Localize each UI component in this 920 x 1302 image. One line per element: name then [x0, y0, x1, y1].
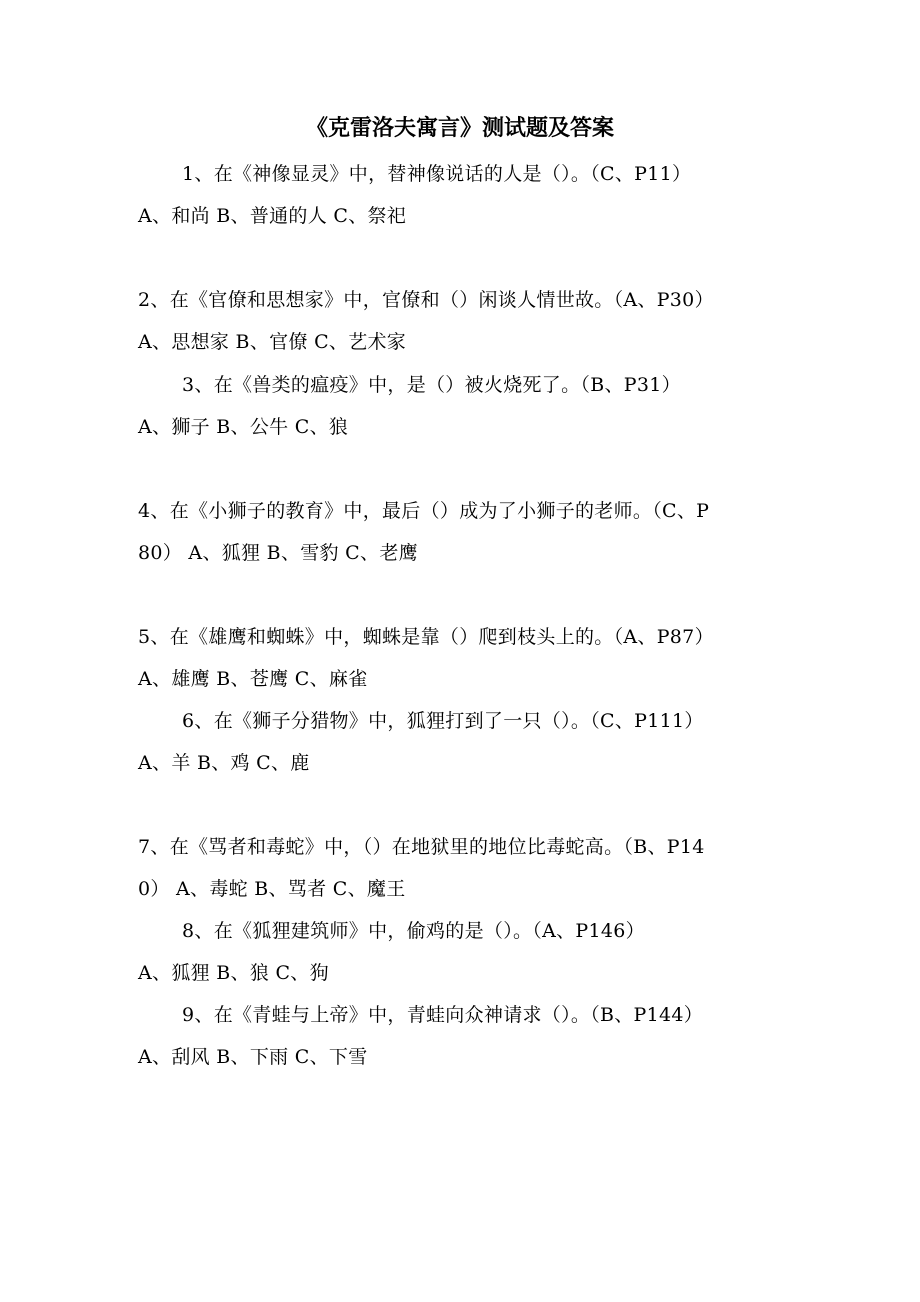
- question-8: 8、在《狐狸建筑师》中，偷鸡的是（）。（A、P146）: [182, 920, 645, 942]
- question-6: 6、在《狮子分猎物》中，狐狸打到了一只（）。（C、P111）: [182, 710, 704, 732]
- question-1: 1、在《神像显灵》中，替神像说话的人是（）。（C、P11）: [182, 163, 692, 185]
- question-9: 9、在《青蛙与上帝》中，青蛙向众神请求（）。（B、P144）: [182, 1004, 704, 1026]
- question-5: 5、在《雄鹰和蜘蛛》中，蜘蛛是靠（）爬到枝头上的。（A、P87）: [138, 626, 714, 648]
- question-7: 7、在《骂者和毒蛇》中，（）在地狱里的地位比毒蛇高。（B、P14: [138, 836, 705, 858]
- document-title: 《克雷洛夫寓言》测试题及答案: [305, 115, 614, 141]
- question-3: 3、在《兽类的瘟疫》中，是（）被火烧死了。（B、P31）: [182, 374, 681, 396]
- question-2: 2、在《官僚和思想家》中，官僚和（）闲谈人情世故。（A、P30）: [138, 289, 714, 311]
- question-3-options: A、狮子 B、公牛 C、狼: [138, 416, 349, 438]
- question-8-options: A、狐狸 B、狼 C、狗: [138, 962, 329, 984]
- question-7-options: 0） A、毒蛇 B、骂者 C、魔王: [138, 878, 406, 900]
- question-6-options: A、羊 B、鸡 C、鹿: [138, 752, 310, 774]
- question-4: 4、在《小狮子的教育》中，最后（）成为了小狮子的老师。（C、P: [138, 500, 710, 522]
- question-2-options: A、思想家 B、官僚 C、艺术家: [138, 331, 407, 353]
- question-5-options: A、雄鹰 B、苍鹰 C、麻雀: [138, 668, 368, 690]
- question-4-options: 80） A、狐狸 B、雪豹 C、老鹰: [138, 542, 418, 564]
- question-1-options: A、和尚 B、普通的人 C、祭祀: [138, 205, 407, 227]
- question-9-options: A、刮风 B、下雨 C、下雪: [138, 1046, 368, 1068]
